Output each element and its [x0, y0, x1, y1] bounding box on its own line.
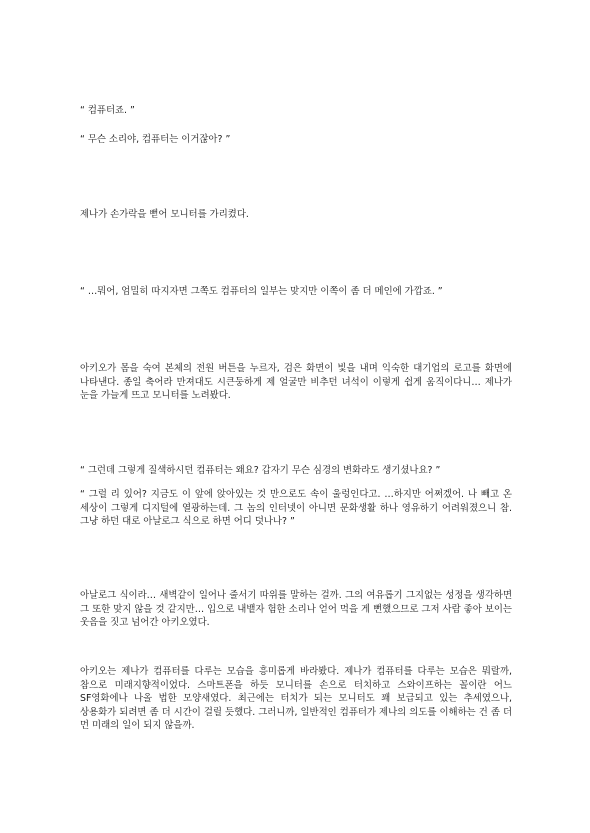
- paragraph-4: “ …뭐어, 엄밀히 따지자면 그쪽도 컴퓨터의 일부는 맞지만 이쪽이 좀 더 메인에 가깝죠. ”: [80, 286, 443, 297]
- paragraph-8: 아날로그 식이라… 새벽같이 일어나 줄서기 따위를 말하는 걸까. 그의 여유롭기 그지없는 성정을 생각하면 그 또한 맞지 않을 것 같지만… 입으로 내뱉자 험한 소리나 얻어 먹을 게 뻔했으므로 그저 사람 좋아 보이는 웃음을 짓고 넘어간 아키오였다.: [80, 590, 512, 628]
- paragraph-1: “ 컴퓨터죠. ”: [80, 105, 135, 116]
- paragraph-5: 아키오가 몸을 숙여 본체의 전원 버튼을 누르자, 검은 화면이 빛을 내며 익숙한 대기업의 로고를 화면에 나타낸다. 종일 축어라 만져대도 시큰둥하게 제 얼굴만 비추던 녀석이 이렇게 쉽게 움직이다니… 제나가 눈을 가늘게 뜨고 모니터를 노려봤다.: [80, 363, 512, 401]
- paragraph-7: “ 그럴 리 있어? 지금도 이 앞에 앉아있는 것 만으로도 속이 울렁인다고. …하지만 어쩌겠어. 나 빼고 온 세상이 그렇게 디지털에 열광하는데. 그 놈의 인터넷이 아니면 문화생활 하나 영유하기 어려워졌으니 참. 그냥 하던 대로 아날로그 식으로 하면 어디 덧나나? ”: [80, 489, 512, 527]
- paragraph-9: 아키오는 제나가 컴퓨터를 다루는 모습을 흥미롭게 바라봤다. 제나가 컴퓨터를 다루는 모습은 뭐랄까, 참으로 미래지향적이었다. 스마트폰을 하듯 모니터를 손으로 터치하고 스와이프하는 꼴이란 어느 SF영화에나 나올 법한 모양새였다. 최근에는 터치가 되는 모니터도 꽤 보급되고 있는 추세였으나, 상용화가 되려면 좀 더 시간이 걸릴 듯했다. 그러니까, 일반적인 컴퓨터가 제나의 의도를 이해하는 건 좀 더 먼 미래의 일이 되지 않을까.: [80, 666, 512, 731]
- paragraph-6: “ 그런데 그렇게 질색하시던 컴퓨터는 왜요? 갑자기 무슨 심경의 변화라도 생기셨나요? ”: [80, 465, 441, 476]
- paragraph-2: “ 무슨 소리야, 컴퓨터는 이거잖아? ”: [80, 134, 231, 145]
- paragraph-3: 제나가 손가락을 뻗어 모니터를 가리켰다.: [80, 209, 249, 220]
